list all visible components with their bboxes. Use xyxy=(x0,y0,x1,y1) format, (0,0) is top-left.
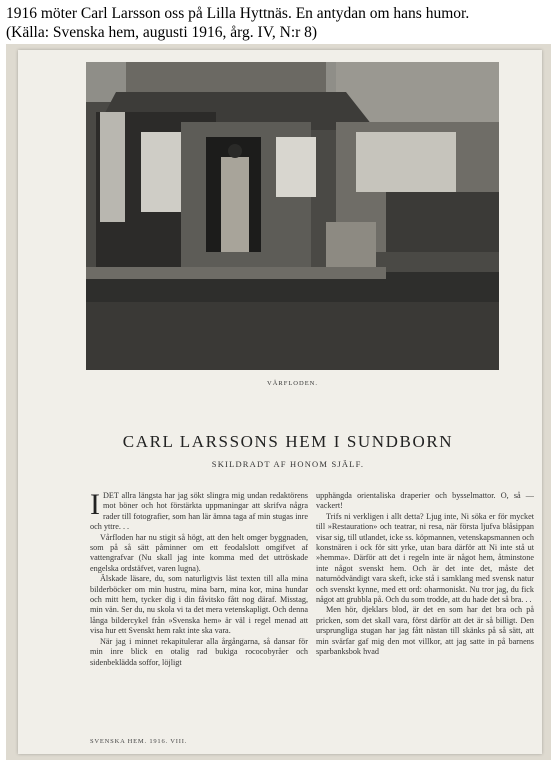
article-column-left xyxy=(90,488,308,668)
paragraph: Men hör, djeklars blod, är det en som har det bra och på pricken, som det skall vara, först därför att det är så billigt. Den ursprungliga stugan har jag fått nästan till skänks på så sätt, att min svärfar gaf mig den mot villkor, att jag satte in på barnens sparbanksbok hvad xyxy=(316,605,534,657)
page-footer: SVENSKA HEM. 1916. VIII. xyxy=(90,738,188,745)
house-photograph xyxy=(86,62,499,370)
paragraph: Älskade läsare, du, som naturligtvis läst texten till alla mina bilderböcker om min hustru, mina barn, mina kor, mina hundar och mitt hem, tycker dig i din fåvitsko fått nog däraf. Misstag, min vän. Ser du, nu skola vi ta det mera vetenskapligt. Och denna långa bildercykel från »Svenska hem» är väl i regel menad att visa hur ett Svenskt hem rakt inte ska vara. xyxy=(90,574,308,636)
paragraph: upphängda orientaliska draperier och bysselmattor. O, så — vackert! xyxy=(316,491,534,511)
article-title: CARL LARSSONS HEM I SUNDBORN xyxy=(122,432,454,451)
article-subtitle: SKILDRADT AF HONOM SJÄLF. xyxy=(211,459,365,469)
caption-line-1: 1916 möter Carl Larsson oss på Lilla Hyttnäs. En antydan om hans humor. xyxy=(6,5,470,22)
paragraph xyxy=(90,488,308,533)
paragraph-text: DET allra längsta har jag sökt slingra mig undan redaktörens mot böner och hot förstärkta uppmaningar att skrifva några rader till fotografier, som han lär ämna taga af min stugas inre och yttre. . . xyxy=(90,491,308,532)
paragraph: När jag i minnet rekapitulerar alla årgångarna, så dansar för min inre blick en otalig rad bukiga rococobyråer och sidenbeklädda soffor, löjligt xyxy=(90,636,308,667)
caption-line-2: (Källa: Svenska hem, augusti 1916, årg. IV, N:r 8) xyxy=(6,24,318,41)
paragraph: Trifs ni verkligen i allt detta? Ljug inte, Ni söka er för mycket till »Restauration» och teatrar, ni resa, när första ljufva blåsippan visar sig, till utlandet, icke ss. köpmannen, vetenskapsmannen och konstnären i ock för sitt yrke, utan bara därför att Ni inte stå ut »hemma». Därför att det i regeln inte är något hem, åtminstone inte något svenskt hem. Och är det inte det, måste det naturnödvändigt vara skeft, icke stå i samklang med svensk natur och svenskt kynne, med ett ord: oharmoniskt. Nu tror jag, du fick något att grubbla på. Och du som trodde, att du hade det så bra. . . xyxy=(316,511,534,605)
article-column-right xyxy=(316,491,534,658)
scanned-page xyxy=(6,44,551,760)
drop-cap: I xyxy=(90,488,100,521)
paragraph: Vårfloden har nu stigit så högt, att den helt omger byggnaden, som på så sätt påminner om ett feodalslott omgifvet af vattengrafvar (Nu skall jag inte komma med det uttröskade engelska ordstäfvet, varen lugna). xyxy=(90,532,308,573)
image-caption xyxy=(6,4,551,42)
magazine-page xyxy=(18,50,542,754)
house-photo-illustration xyxy=(86,62,499,370)
photo-caption: VÅRFLODEN. xyxy=(267,380,318,387)
